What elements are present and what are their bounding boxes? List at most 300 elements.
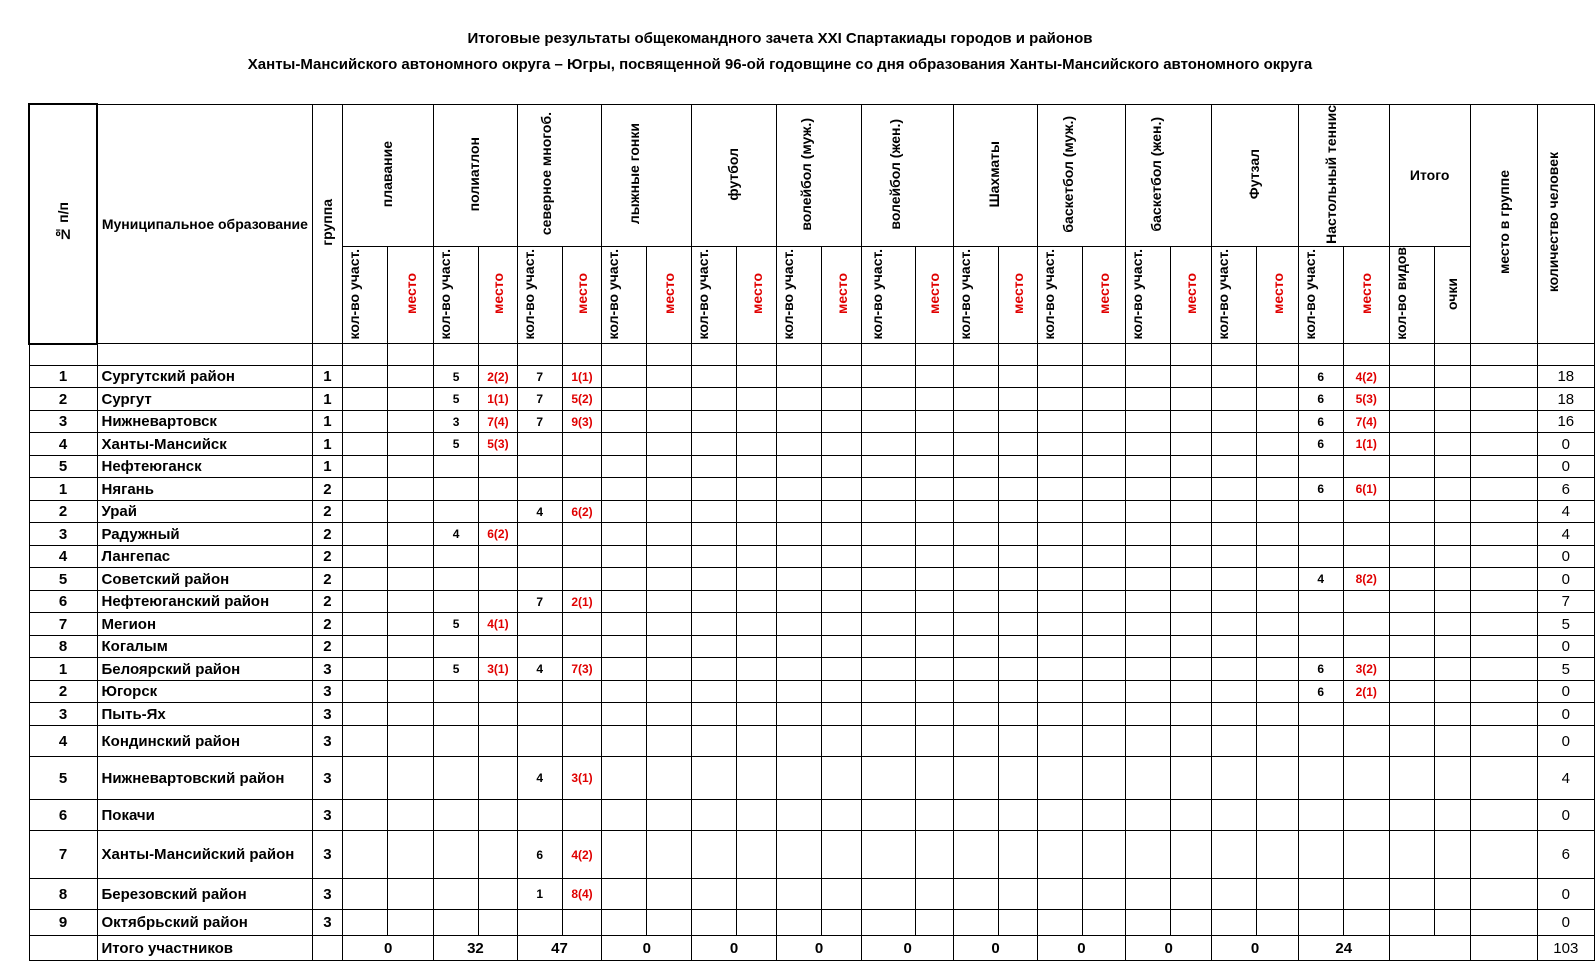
participants-chess (954, 703, 999, 726)
place-table-tennis: 1(1) (1343, 433, 1389, 456)
spacer-cell (862, 344, 915, 366)
header-people-count-text: количество человек (1544, 152, 1561, 293)
subheader-place-ski-race (647, 247, 692, 344)
spacer-cell (1434, 344, 1470, 366)
place-football (737, 703, 777, 726)
place-basketball-men (1082, 726, 1125, 757)
place-swimming (388, 831, 434, 879)
spacer-cell (343, 344, 388, 366)
table-row (29, 613, 1595, 636)
place-ski-race (647, 411, 692, 433)
place-chess (999, 613, 1038, 636)
spacer-cell (1343, 344, 1389, 366)
participants-polyathlon: 3 (434, 411, 479, 433)
place-in-group (1470, 523, 1537, 546)
row-number: 5 (29, 568, 97, 591)
participants-basketball-women (1126, 831, 1171, 879)
header-num-text: № п/п (55, 201, 71, 243)
people-count: 6 (1537, 831, 1594, 879)
participants-football (692, 388, 737, 411)
participants-northern-allround (517, 568, 562, 591)
place-northern-allround: 4(2) (562, 831, 602, 879)
participants-northern-allround (517, 636, 562, 658)
subheader-count-futsal (1212, 247, 1257, 344)
subheader-count-chess-text: кол-во участ. (957, 248, 974, 339)
place-ski-race (647, 658, 692, 681)
municipality-name: Югорск (97, 681, 312, 703)
participants-swimming (343, 800, 388, 831)
header-sport-northern-allround (517, 104, 602, 247)
participants-volleyball-men (776, 433, 821, 456)
participants-swimming (343, 613, 388, 636)
subheader-count-northern-allround (517, 247, 562, 344)
place-volleyball-men (821, 681, 861, 703)
participants-northern-allround (517, 726, 562, 757)
sum-chess: 0 (954, 936, 1038, 961)
subheader-place-table-tennis-text: место (1358, 273, 1375, 315)
people-count: 5 (1537, 613, 1594, 636)
place-ski-race (647, 366, 692, 388)
place-volleyball-women (915, 703, 954, 726)
participants-volleyball-women (862, 366, 915, 388)
itogo-points (1434, 879, 1470, 910)
participants-swimming (343, 433, 388, 456)
participants-northern-allround (517, 681, 562, 703)
municipality-name: Нягань (97, 478, 312, 501)
place-chess (999, 757, 1038, 800)
participants-chess (954, 501, 999, 523)
participants-northern-allround (517, 703, 562, 726)
place-swimming (388, 636, 434, 658)
participants-table-tennis (1298, 546, 1343, 568)
participants-football (692, 433, 737, 456)
municipality-name: Когалым (97, 636, 312, 658)
participants-polyathlon: 5 (434, 366, 479, 388)
place-volleyball-women (915, 726, 954, 757)
participants-polyathlon (434, 591, 479, 613)
place-table-tennis (1343, 703, 1389, 726)
people-count: 0 (1537, 681, 1594, 703)
participants-chess (954, 366, 999, 388)
place-table-tennis: 2(1) (1343, 681, 1389, 703)
place-in-group (1470, 800, 1537, 831)
subheader-count-swimming (343, 247, 388, 344)
people-count: 5 (1537, 658, 1594, 681)
participants-basketball-men (1037, 757, 1082, 800)
table-row (29, 523, 1595, 546)
subheader-count-football (692, 247, 737, 344)
header-sport-basketball-women-text: баскетбол (жен.) (1147, 116, 1164, 232)
participants-ski-race (602, 636, 647, 658)
participants-polyathlon (434, 800, 479, 831)
subheader-count-basketball-women (1126, 247, 1171, 344)
place-football (737, 388, 777, 411)
group-value: 3 (312, 831, 342, 879)
participants-football (692, 831, 737, 879)
participants-swimming (343, 681, 388, 703)
place-football (737, 681, 777, 703)
header-sport-ski-race-text: лыжные гонки (625, 123, 642, 225)
grand-total: 103 (1537, 936, 1594, 961)
participants-table-tennis: 6 (1298, 658, 1343, 681)
place-basketball-women (1171, 658, 1212, 681)
header-itogo: Итого (1389, 104, 1470, 247)
group-value: 3 (312, 800, 342, 831)
participants-football (692, 366, 737, 388)
place-swimming (388, 726, 434, 757)
table-row (29, 433, 1595, 456)
sum-basketball-men: 0 (1037, 936, 1125, 961)
place-football (737, 501, 777, 523)
participants-football (692, 411, 737, 433)
subheader-place-futsal (1257, 247, 1298, 344)
place-football (737, 591, 777, 613)
place-table-tennis: 8(2) (1343, 568, 1389, 591)
participants-ski-race (602, 726, 647, 757)
subheader-place-volleyball-men (821, 247, 861, 344)
participants-ski-race (602, 757, 647, 800)
participants-northern-allround: 4 (517, 757, 562, 800)
participants-volleyball-men (776, 411, 821, 433)
itogo-kinds (1389, 636, 1434, 658)
row-number: 5 (29, 456, 97, 478)
place-futsal (1257, 703, 1298, 726)
people-count: 4 (1537, 523, 1594, 546)
participants-volleyball-women (862, 456, 915, 478)
participants-chess (954, 591, 999, 613)
subheader-place-futsal-text: место (1269, 273, 1286, 315)
participants-football (692, 681, 737, 703)
participants-table-tennis: 6 (1298, 366, 1343, 388)
subheader-place-volleyball-men-text: место (833, 273, 850, 315)
participants-futsal (1212, 568, 1257, 591)
sum-futsal: 0 (1212, 936, 1298, 961)
participants-northern-allround: 1 (517, 879, 562, 910)
participants-football (692, 726, 737, 757)
row-number: 4 (29, 546, 97, 568)
place-ski-race (647, 613, 692, 636)
participants-swimming (343, 703, 388, 726)
totals-row (29, 936, 1595, 961)
place-volleyball-men (821, 411, 861, 433)
participants-polyathlon (434, 636, 479, 658)
participants-polyathlon: 5 (434, 613, 479, 636)
table-row (29, 703, 1595, 726)
people-count: 0 (1537, 636, 1594, 658)
place-volleyball-women (915, 681, 954, 703)
participants-basketball-women (1126, 703, 1171, 726)
place-table-tennis: 5(3) (1343, 388, 1389, 411)
participants-football (692, 523, 737, 546)
place-table-tennis (1343, 591, 1389, 613)
itogo-points (1434, 681, 1470, 703)
place-volleyball-men (821, 591, 861, 613)
place-basketball-men (1082, 568, 1125, 591)
people-count: 18 (1537, 388, 1594, 411)
participants-northern-allround: 7 (517, 411, 562, 433)
participants-swimming (343, 658, 388, 681)
participants-volleyball-men (776, 681, 821, 703)
participants-volleyball-men (776, 478, 821, 501)
participants-basketball-women (1126, 658, 1171, 681)
place-basketball-women (1171, 523, 1212, 546)
participants-basketball-men (1037, 636, 1082, 658)
participants-table-tennis (1298, 591, 1343, 613)
row-number: 8 (29, 636, 97, 658)
subheader-count-basketball-men (1037, 247, 1082, 344)
place-volleyball-women (915, 757, 954, 800)
participants-table-tennis: 6 (1298, 411, 1343, 433)
results-table (28, 103, 1595, 961)
participants-table-tennis (1298, 757, 1343, 800)
itogo-kinds (1389, 726, 1434, 757)
group-value: 1 (312, 366, 342, 388)
participants-futsal (1212, 636, 1257, 658)
itogo-kinds (1389, 478, 1434, 501)
people-count: 0 (1537, 910, 1594, 936)
place-northern-allround (562, 568, 602, 591)
header-sport-chess-text: Шахматы (986, 140, 1003, 208)
place-chess (999, 726, 1038, 757)
participants-ski-race (602, 546, 647, 568)
participants-northern-allround (517, 613, 562, 636)
place-swimming (388, 366, 434, 388)
spacer-cell (562, 344, 602, 366)
place-polyathlon (479, 501, 518, 523)
subheader-count-volleyball-men (776, 247, 821, 344)
place-chess (999, 879, 1038, 910)
people-count: 0 (1537, 568, 1594, 591)
spacer-cell (954, 344, 999, 366)
participants-ski-race (602, 800, 647, 831)
participants-basketball-men (1037, 591, 1082, 613)
header-place-in-group (1470, 104, 1537, 344)
participants-basketball-women (1126, 636, 1171, 658)
place-volleyball-men (821, 613, 861, 636)
table-row (29, 568, 1595, 591)
place-swimming (388, 388, 434, 411)
participants-northern-allround: 6 (517, 831, 562, 879)
subheader-count-swimming-text: кол-во участ. (346, 248, 363, 339)
participants-basketball-men (1037, 568, 1082, 591)
participants-volleyball-women (862, 411, 915, 433)
place-volleyball-men (821, 366, 861, 388)
participants-table-tennis (1298, 726, 1343, 757)
participants-ski-race (602, 501, 647, 523)
participants-futsal (1212, 478, 1257, 501)
place-northern-allround (562, 546, 602, 568)
spacer-cell (737, 344, 777, 366)
place-in-group (1470, 433, 1537, 456)
participants-basketball-men (1037, 703, 1082, 726)
place-ski-race (647, 433, 692, 456)
place-in-group (1470, 366, 1537, 388)
itogo-kinds (1389, 681, 1434, 703)
subheader-place-swimming-text: место (402, 273, 419, 315)
spacer-cell (776, 344, 821, 366)
participants-chess (954, 478, 999, 501)
place-polyathlon (479, 681, 518, 703)
place-northern-allround: 6(2) (562, 501, 602, 523)
participants-volleyball-men (776, 591, 821, 613)
municipality-name: Березовский район (97, 879, 312, 910)
row-number: 2 (29, 501, 97, 523)
participants-chess (954, 831, 999, 879)
subheader-place-northern-allround (562, 247, 602, 344)
group-value: 1 (312, 433, 342, 456)
place-northern-allround: 5(2) (562, 388, 602, 411)
place-volleyball-men (821, 831, 861, 879)
place-futsal (1257, 831, 1298, 879)
participants-polyathlon: 5 (434, 658, 479, 681)
participants-table-tennis (1298, 800, 1343, 831)
place-table-tennis (1343, 800, 1389, 831)
participants-basketball-women (1126, 757, 1171, 800)
place-volleyball-women (915, 366, 954, 388)
participants-polyathlon (434, 478, 479, 501)
participants-ski-race (602, 478, 647, 501)
participants-basketball-men (1037, 411, 1082, 433)
place-northern-allround (562, 800, 602, 831)
participants-basketball-women (1126, 456, 1171, 478)
participants-football (692, 636, 737, 658)
place-volleyball-women (915, 433, 954, 456)
participants-ski-race (602, 433, 647, 456)
participants-table-tennis (1298, 879, 1343, 910)
participants-polyathlon (434, 456, 479, 478)
place-football (737, 613, 777, 636)
place-football (737, 546, 777, 568)
place-futsal (1257, 433, 1298, 456)
table-row (29, 658, 1595, 681)
place-polyathlon (479, 546, 518, 568)
subheader-place-table-tennis (1343, 247, 1389, 344)
place-in-group (1470, 726, 1537, 757)
itogo-points (1434, 411, 1470, 433)
place-basketball-men (1082, 831, 1125, 879)
participants-futsal (1212, 800, 1257, 831)
place-swimming (388, 433, 434, 456)
place-chess (999, 681, 1038, 703)
place-ski-race (647, 388, 692, 411)
place-swimming (388, 411, 434, 433)
place-basketball-women (1171, 433, 1212, 456)
itogo-points (1434, 568, 1470, 591)
participants-chess (954, 658, 999, 681)
itogo-points (1434, 800, 1470, 831)
participants-swimming (343, 726, 388, 757)
itogo-points (1434, 726, 1470, 757)
subheader-place-volleyball-women (915, 247, 954, 344)
participants-futsal (1212, 726, 1257, 757)
place-ski-race (647, 757, 692, 800)
place-ski-race (647, 478, 692, 501)
people-count: 4 (1537, 757, 1594, 800)
spacer-cell (479, 344, 518, 366)
itogo-points (1434, 388, 1470, 411)
sum-basketball-women: 0 (1126, 936, 1212, 961)
place-volleyball-men (821, 636, 861, 658)
participants-northern-allround: 7 (517, 591, 562, 613)
place-futsal (1257, 800, 1298, 831)
subheader-count-basketball-women-text: кол-во участ. (1129, 248, 1146, 339)
participants-football (692, 879, 737, 910)
group-value: 2 (312, 591, 342, 613)
participants-futsal (1212, 831, 1257, 879)
itogo-points (1434, 613, 1470, 636)
participants-basketball-women (1126, 681, 1171, 703)
place-table-tennis (1343, 757, 1389, 800)
participants-basketball-women (1126, 613, 1171, 636)
participants-chess (954, 568, 999, 591)
participants-ski-race (602, 568, 647, 591)
place-in-group (1470, 568, 1537, 591)
participants-volleyball-men (776, 757, 821, 800)
participants-swimming (343, 501, 388, 523)
participants-volleyball-men (776, 388, 821, 411)
itogo-points (1434, 523, 1470, 546)
header-sport-table-tennis (1298, 104, 1389, 247)
itogo-kinds (1389, 388, 1434, 411)
subheader-place-polyathlon-text: место (489, 273, 506, 315)
totals-itogo (1389, 936, 1470, 961)
spacer-cell (1171, 344, 1212, 366)
subheader-points-text: очки (1444, 277, 1461, 310)
spacer-cell (1257, 344, 1298, 366)
place-basketball-women (1171, 726, 1212, 757)
participants-swimming (343, 411, 388, 433)
place-basketball-men (1082, 366, 1125, 388)
place-football (737, 879, 777, 910)
place-chess (999, 456, 1038, 478)
place-table-tennis (1343, 879, 1389, 910)
sum-polyathlon: 32 (434, 936, 518, 961)
place-volleyball-women (915, 831, 954, 879)
place-ski-race (647, 523, 692, 546)
participants-basketball-men (1037, 726, 1082, 757)
participants-swimming (343, 568, 388, 591)
group-value: 3 (312, 910, 342, 936)
participants-northern-allround (517, 523, 562, 546)
table-row (29, 591, 1595, 613)
participants-swimming (343, 636, 388, 658)
participants-chess (954, 411, 999, 433)
place-polyathlon (479, 456, 518, 478)
participants-basketball-men (1037, 879, 1082, 910)
place-swimming (388, 591, 434, 613)
participants-ski-race (602, 411, 647, 433)
place-ski-race (647, 831, 692, 879)
participants-basketball-women (1126, 411, 1171, 433)
participants-basketball-men (1037, 546, 1082, 568)
itogo-kinds (1389, 411, 1434, 433)
participants-football (692, 613, 737, 636)
participants-volleyball-women (862, 546, 915, 568)
participants-polyathlon (434, 703, 479, 726)
header-sport-football-text: футбол (725, 147, 742, 201)
participants-ski-race (602, 831, 647, 879)
itogo-kinds (1389, 568, 1434, 591)
group-value: 3 (312, 658, 342, 681)
place-in-group (1470, 613, 1537, 636)
place-basketball-men (1082, 636, 1125, 658)
table-row (29, 879, 1595, 910)
place-northern-allround (562, 456, 602, 478)
place-futsal (1257, 879, 1298, 910)
place-chess (999, 366, 1038, 388)
participants-futsal (1212, 613, 1257, 636)
itogo-kinds (1389, 757, 1434, 800)
